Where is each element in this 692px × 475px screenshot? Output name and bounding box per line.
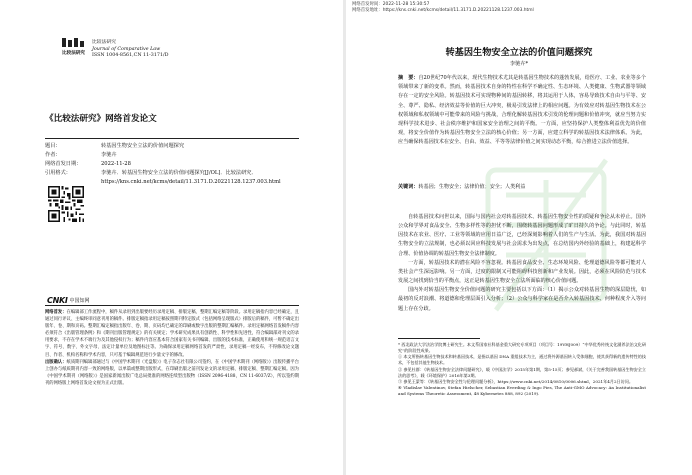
abstract-text: 自20世纪70年代以来，现代生物技术尤其是转基因生物技术的蓬勃发展，给医疗、工业、农业等多个领域带来了新的变革。然而，转基因技术自身的特性在科学不确定性、生态环境、人类健康、生物武器等领域存在一定的安全风险。转基因技术可实现物种间的基因转移，将其运用于人体，容易导致技术自由与平等、安全、尊严、隐私、经济效益等价值的巨大冲突，极易引发法律上的相应问题。为有效应对转基因生物技术在公权领域和私权领域中可能带来的风险与挑战，合理化解转基因技术引发的伦理问题和价值冲突，就应当努力实现科学技术进步、社会秩序维护和国家安全治理之间的平衡。一方面，应坚持保护人类整体利益优先的价值观，将安全价值作为转基因生物安全立法的核心价值；另一方面，应建立科学的转基因技术法律体系。为此，应当确保转基因技术在安全、自由、效益、平等等法律价值之间实现动态平衡，综合推进立法价值选择。 [398,75,646,146]
footnote: ④ Vladislav Valentinov, Stefan Hielscher, Sebastian Everding & Ingo Pies, The Anti-GMO Advocacy: An Institutionalist and Systems Theoretic Assessment, 48 Kybernetes 888, 892 (2019). [398,385,646,397]
abstract-label: 摘 要： [398,75,419,81]
qr-code-icon [48,186,84,222]
footnotes [398,342,646,398]
body-paragraph: 国内外对转基因生物安全价值问题的研究主要包括以下方面：（1）揭示公众对转基因生物的深层隐忧，如最初的反对浪潮、将道德和伦理层面引入分析；（2）公众与科学家在是否介入转基因技术、何种程度介入等问题上存在分歧。 [398,287,646,312]
journal-logo-text: 比较法研究 [62,51,85,56]
divider [45,305,299,306]
meta-row-citation: 引用格式： 李驰卉．转基因生物安全立法的价值问题探究[J/OL]．比较法研究． [45,170,257,176]
article-page [346,0,692,475]
publication-declaration: 网络首发：在编辑部工作流程中，稿件从录用到出版要经历录用定稿、排版定稿、整期汇编定稿等阶段。录用定稿指内容已经确定，且通过同行评议、主编终审同意刊用的稿件。排版定稿指录用定稿按照期刊特定版式（包括网络呈现版式）排版后的稿件，可暂不确定出版年、卷、期和页码。整期汇编定稿指出版年、卷、期、页码均已确定的印刷或数字出版的整期汇编稿件。录用定稿网络首发稿件内容必须符合《出版管理条例》和《期刊出版管理规定》的有关规定；学术研究成果具有创新性、科学性和先进性，符合编辑部对刊文的录用要求，不存在学术不端行为及其他侵权行为；稿件内容应基本符合国家有关书刊编辑、出版的技术标准，正确使用和统一规范语言文字、符号、数字、外文字母、法定计量单位及地图标注等。为确保录用定稿网络首发的严肃性，录用定稿一经发布，不得修改论文题目、作者、机构名称和学术内容，只可基于编辑规范进行少量文字的修改。 出版确认：纸质期刊编辑部通过与《中国学术期刊（光盘版）》电子杂志社有限公司签约，在《中国学术期刊（网络版）》出版传播平台上创办与纸质期刊内容一致的网络版，以单篇或整期出版形式，在印刷出版之前刊发论文的录用定稿、排版定稿、整期汇编定稿。因为《中国学术期刊（网络版）》是国家新闻出版广电总局批准的网络连续型出版物（ISSN 2096-4188，CN 11-6037/Z），所以签约期刊的网络版上网络首发论文视为正式出版。 [45,310,300,386]
body-paragraph: 自转基因技术问世以来，国际与国内社会对转基因技术、转基因生物安全性的质疑和争论从未停止。国外公众和学界对食品安全、生物多样性等的担忧不断，围绕转基因问题形成了旷日持久的争论。与此同时，转基因技术在农业、医疗、工业等领域的应用日益广泛，已经深刻影响着人们的生产与生活。为此，我国对转基因生物安全的立法规制，也必须以回应科技发展与社会需求为出发点，在总结国内外经验的基础上，构建起科学合理、价值协调的转基因生物安全法律制度。 [398,214,646,257]
meta-row-title: 题目： 转基因生物安全立法的价值问题探究 [45,143,185,149]
journal-info [92,40,168,60]
body-paragraph: 一方面，转基因技术的潜在风险不容忽视。转基因食品安全、生态环境风险、伦理道德风险等都可能对人类社会产生深远影响。另一方面，过度的限制又可能阻碍科技创新和产业发展。因此，必须在风险防范与技术发展之间找到恰当的平衡点，这正是转基因生物安全立法所面临的核心价值问题。 [398,259,646,285]
online-first-date: 网络首发时间：2022-11-28 15:30:57 [352,2,430,7]
article-title: 转基因生物安全立法的价值问题探究 [445,47,593,58]
footnote: * 西北政法大学法治学院博士研究生。本文系国家社科基金重大研究专项项目（项目号：19VHJ009）“中华优秀传统文化涵养法治文化研究”的阶段性成果。 [398,342,646,353]
article-author: 李驰卉* [509,61,529,67]
divider [45,138,299,139]
footnote: ② 参见杜群：《转基因生物安全法律问题研究》，载《中国法学》2015年第1期，第5-15页；参见郝斌，《关于完善我国转基因生物安全立法的思考》，载《环境保护》2016年第3期。 [398,366,646,378]
journal-name-cn: 比较法研究 [92,40,116,45]
footnote-divider [398,338,480,339]
journal-logo-icon [62,38,84,47]
cover-page [0,0,343,475]
cnki-logo-mark: CNKI [47,296,68,305]
meta-row-url[interactable]: https://kns.cnki.net/kcms/detail/11.3171.D.20221128.1237.003.html [101,179,281,185]
meta-row-date: 网络首发日期： 2022-11-28 [45,161,131,167]
cnki-logo [47,296,90,305]
footnote: ① 本文所指转基因生物技术和转基因技术，是指以基因 DNA 重组技术为主，通过将外源基因转入受体细胞，使其获得新的遗传特性的技术，不包括其他生物技术。 [398,354,646,366]
keywords-label: 关键词： [398,184,419,190]
footnote: ③ 参见王蒙等：《转基因生物安全性与伦理问题分析》，https://www.cnki.net/2014/0810/0006.shtml，2021年4月2日访问。 [398,378,633,384]
online-first-header [352,2,534,13]
keywords [398,183,646,190]
article-meta [45,142,305,187]
cnki-logo-suffix: 中国知网 [69,298,90,304]
keywords-text: 转基因；生物安全；法律价值；安全；人类利益 [418,184,526,190]
article-body [398,213,646,314]
abstract [398,74,646,148]
journal-name-en: Journal of Comparative Law [92,46,161,52]
online-first-url[interactable]: 网络首发地址：https://kns.cnki.net/kcms/detail/11.3171.D.20221128.1237.003.html [352,7,534,13]
page-title: 《比较法研究》网络首发论文 [45,114,157,124]
journal-issn: ISSN 1004-8561,CN 11-3171/D [92,53,169,59]
meta-row-author: 作者： 李驰卉 [45,152,117,158]
